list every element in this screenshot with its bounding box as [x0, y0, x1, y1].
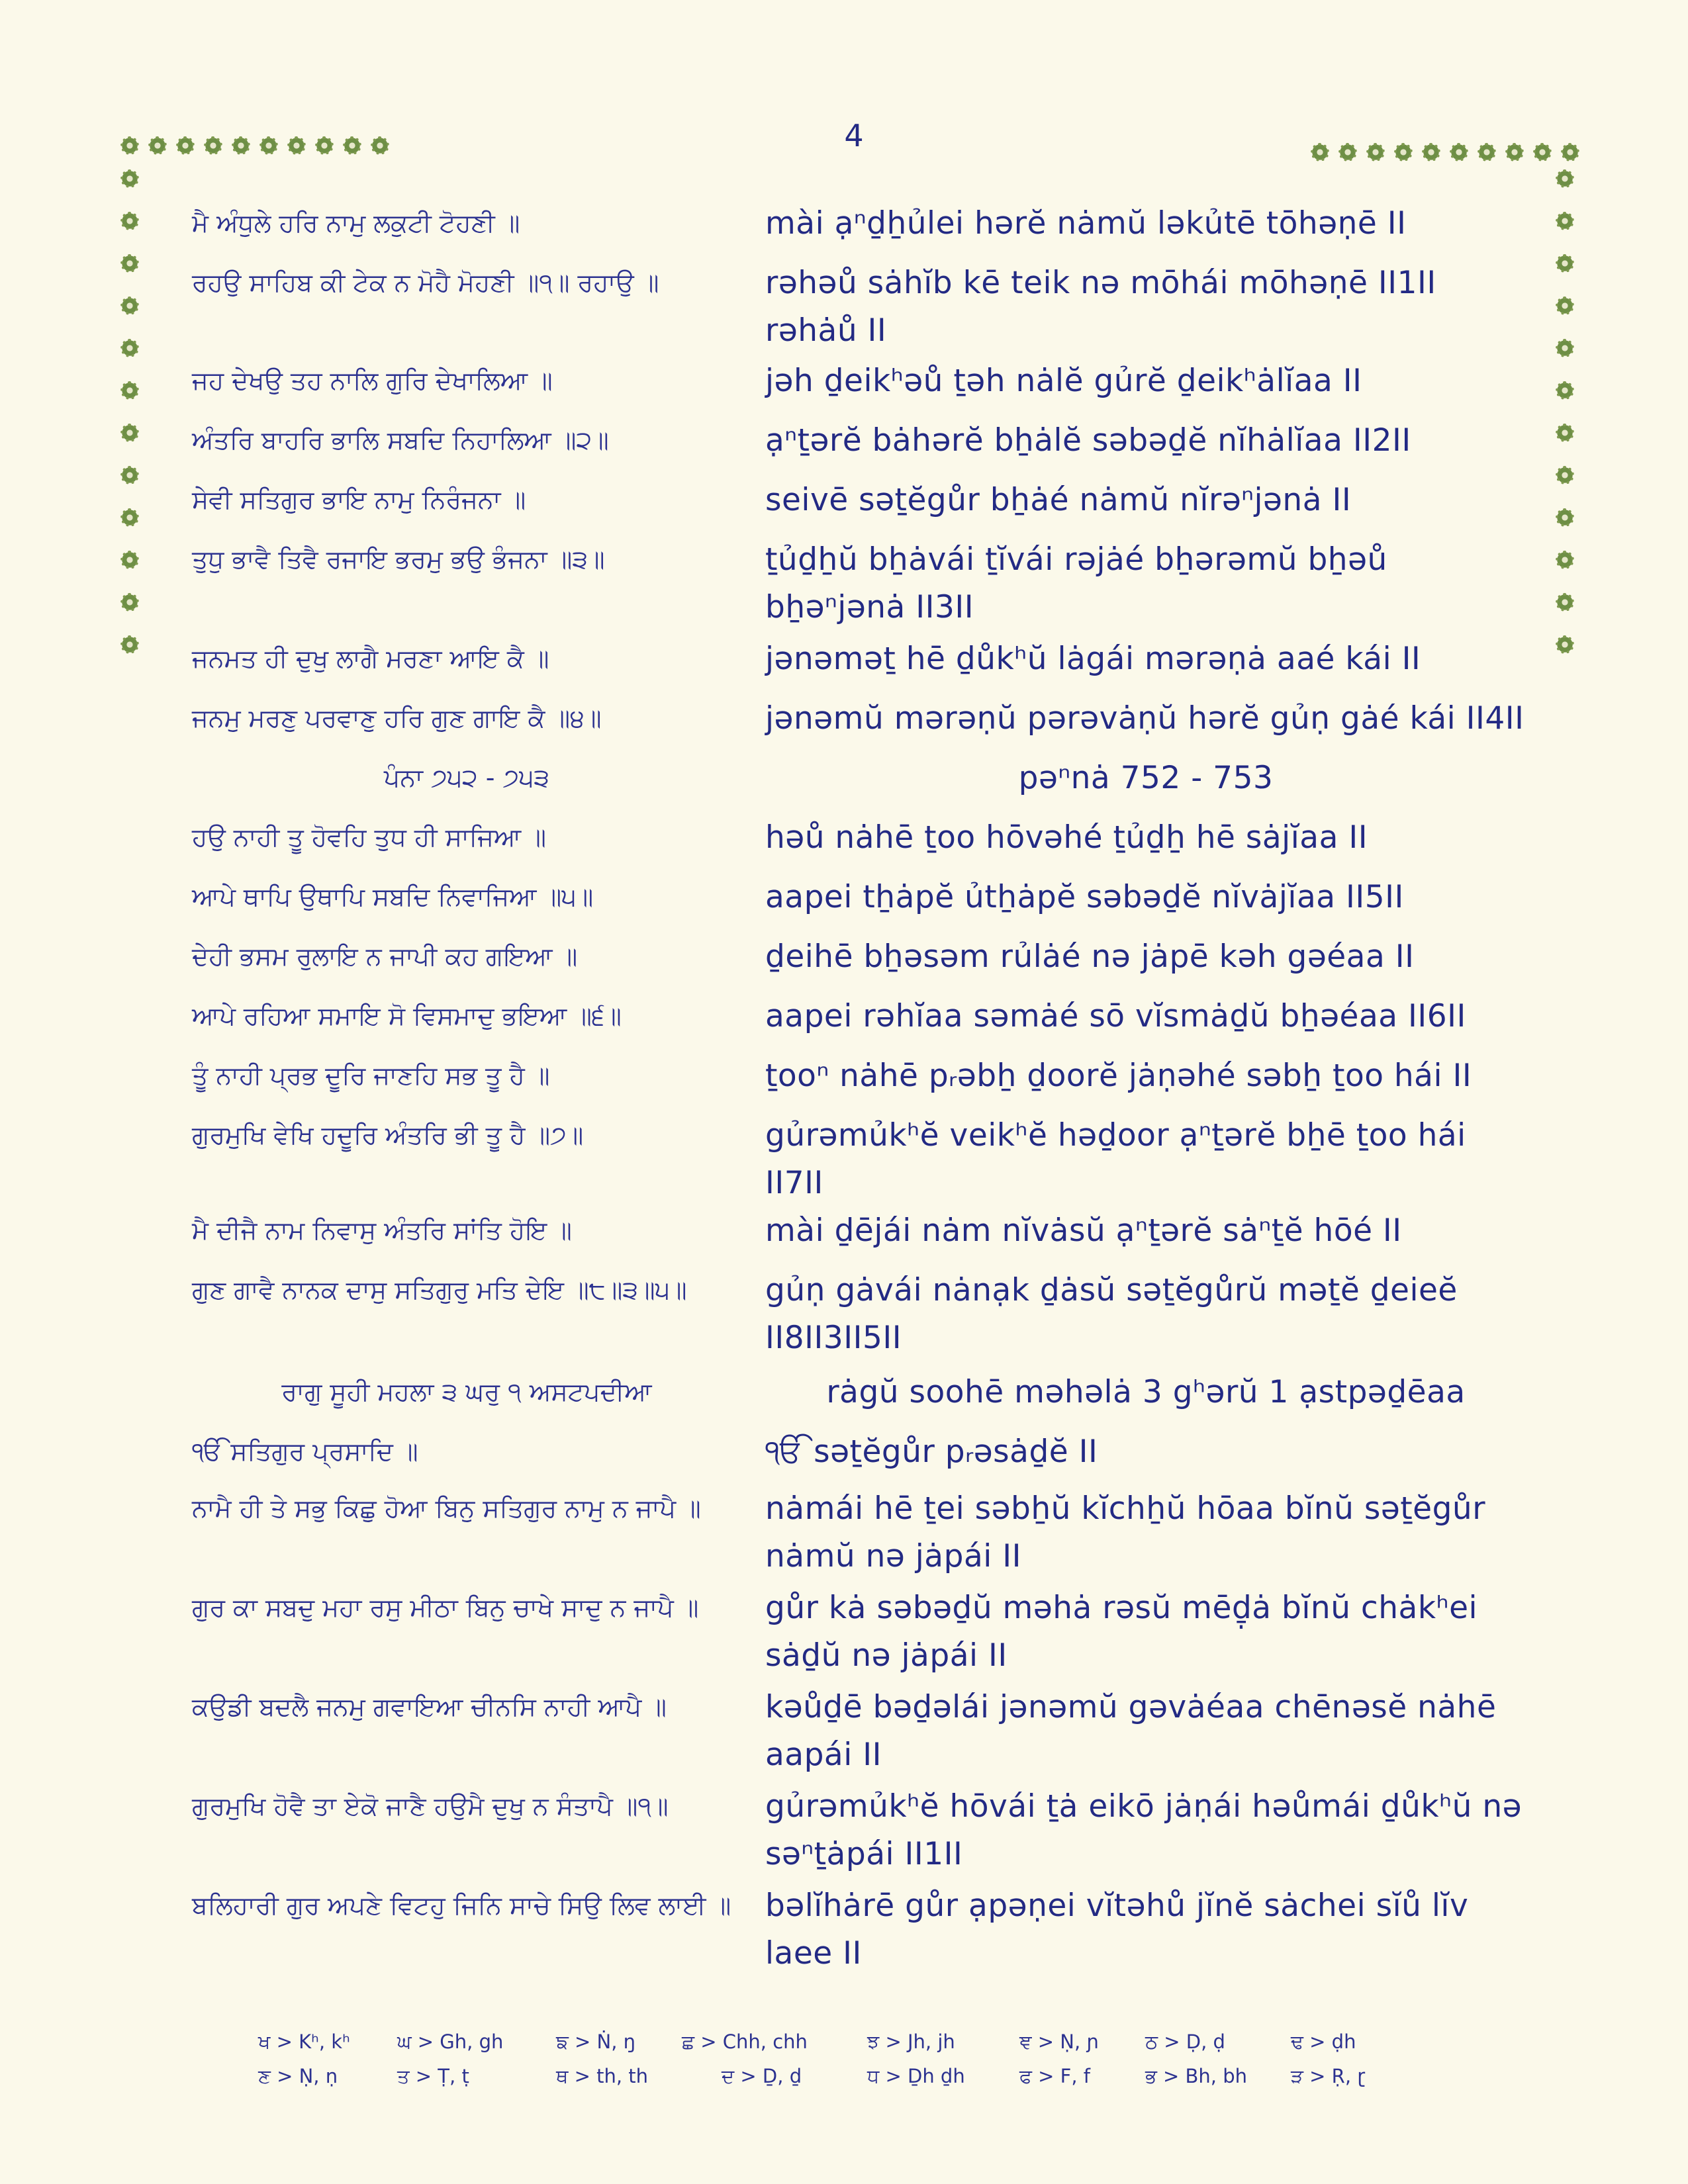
flower-icon: [315, 136, 334, 155]
flower-icon: [1556, 381, 1574, 400]
gurmukhi-text: ਸੇਵੀ ਸਤਿਗੁਰ ਭਾਇ ਨਾਮੁ ਨਿਰੰਜਨਾ ॥: [192, 485, 526, 514]
flower-icon: [120, 212, 139, 230]
gurmukhi-text: ਤੂੰ ਨਾਹੀ ਪ੍ਰਭ ਦੂਰਿ ਜਾਣਹਿ ਸਭ ਤੂ ਹੈ ॥: [192, 1061, 550, 1090]
transliteration-page-range: pəⁿnȧ 752 - 753: [1018, 760, 1274, 796]
gurmukhi-text: ਜਨਮਤ ਹੀ ਦੁਖੁ ਲਾਗੈ ਮਰਣਾ ਆਇ ਕੈ ॥: [192, 644, 549, 673]
flower-icon: [1556, 169, 1574, 188]
transliteration-text: aapei tẖȧpĕ ủtẖȧpĕ səbəḏĕ nĭvȧjĭaa II5II: [765, 879, 1404, 915]
flower-icon: [148, 136, 167, 155]
gurmukhi-text: ਗੁਰ ਕਾ ਸਬਦੁ ਮਹਾ ਰਸੁ ਮੀਠਾ ਬਿਨੁ ਚਾਖੇ ਸਾਦੁ ਨ ਜਾਪੈ ॥: [192, 1593, 699, 1622]
flower-icon: [1422, 143, 1440, 161]
gurmukhi-text: ਆਪੇ ਥਾਪਿ ਉਥਾਪਿ ਸਬਦਿ ਨਿਵਾਜਿਆ ॥੫॥: [192, 882, 594, 911]
transliteration-text: jəh ḏeikʰəů ṯəh nȧlĕ gủrĕ ḏeikʰȧlĭaa II: [765, 363, 1362, 399]
legend-item: ੜ > Ṛ, ɽ: [1291, 2065, 1366, 2087]
gurmukhi-text: ਨਾਮੈ ਹੀ ਤੇ ਸਭੁ ਕਿਛੁ ਹੋਆ ਬਿਨੁ ਸਤਿਗੁਰ ਨਾਮੁ ਨ ਜਾਪੈ ॥: [192, 1494, 701, 1523]
flower-icon: [1556, 551, 1574, 569]
transliteration-text: bəlĭhȧrē gůr ạpəṇei vĭtəhů jĭnĕ sȧchei sĭů lĭv laee II: [765, 1888, 1469, 1972]
gurmukhi-text: ਜਹ ਦੇਖਉ ਤਹ ਨਾਲਿ ਗੁਰਿ ਦੇਖਾਲਿਆ ॥: [192, 366, 553, 395]
legend-item: ਧ > Ḏh ḏh: [867, 2065, 965, 2087]
flower-icon: [120, 635, 139, 654]
transliteration-text: rəhəů sȧhĭb kē teik nə mōhái mōhəṇē II1II rəhȧů II: [765, 265, 1436, 349]
legend-item: ਢ > ḍh: [1291, 2030, 1356, 2053]
flower-icon: [120, 508, 139, 527]
flower-icon: [1556, 424, 1574, 442]
gurmukhi-text: ਮੈ ਅੰਧੁਲੇ ਹਰਿ ਨਾਮੁ ਲਕੁਟੀ ਟੋਹਣੀ ॥: [192, 208, 520, 238]
legend-item: ਘ > Gh, gh: [397, 2030, 504, 2053]
legend-item: ਖ > Kʰ, kʰ: [258, 2030, 350, 2053]
transliteration-text: jənəmŭ mərəṇŭ pərəvȧṇŭ hərĕ gủṇ gȧé kái II4II: [765, 700, 1524, 737]
flower-icon: [1556, 212, 1574, 230]
legend-item: ਙ > Ṅ, ŋ: [556, 2030, 636, 2053]
transliteration-legend: [258, 2030, 1450, 2099]
transliteration-text: ੴ səṯĕgůr pᵣəsȧḏĕ II: [765, 1433, 1098, 1470]
gurmukhi-text: ਗੁਣ ਗਾਵੈ ਨਾਨਕ ਦਾਸੁ ਸਤਿਗੁਰੁ ਮਤਿ ਦੇਇ ॥੮॥੩॥੫॥: [192, 1275, 687, 1304]
flower-icon: [1505, 143, 1524, 161]
flower-icon: [1533, 143, 1552, 161]
flower-icon: [1338, 143, 1357, 161]
transliteration-text: gủṇ gȧvái nȧnạk ḏȧsŭ səṯĕgůrŭ məṯĕ ḏeieĕ II8II3II5II: [765, 1272, 1458, 1356]
transliteration-text: ḏeihē bẖəsəm rủlȧé nə jȧpē kəh gəéaa II: [765, 938, 1415, 975]
transliteration-text: aapei rəhĭaa səmȧé sō vĭsmȧḏŭ bẖəéaa II6II: [765, 998, 1466, 1034]
flower-icon: [1394, 143, 1413, 161]
transliteration-text: ṯooⁿ nȧhē pᵣəbẖ ḏoorĕ jȧṇəhé səbẖ ṯoo hái II: [765, 1058, 1472, 1094]
flower-icon: [204, 136, 222, 155]
flower-icon: [120, 466, 139, 484]
transliteration-text: kəůḏē bəḏəlái jənəmŭ gəvȧéaa chēnəsĕ nȧhē aapái II: [765, 1689, 1497, 1773]
flower-icon: [232, 136, 250, 155]
legend-item: ਞ > Ṇ, ɲ: [1019, 2030, 1100, 2053]
flower-icon: [1477, 143, 1496, 161]
gurmukhi-text: ਆਪੇ ਰਹਿਆ ਸਮਾਇ ਸੋ ਵਿਸਮਾਦੁ ਭਇਆ ॥੬॥: [192, 1001, 622, 1030]
transliteration-text: seivē səṯĕgůr bẖȧé nȧmŭ nĭrəⁿjənȧ II: [765, 482, 1352, 518]
legend-item: ਣ > Ṇ, ṇ: [258, 2065, 338, 2087]
legend-item: ਝ > Jh, jh: [867, 2030, 955, 2053]
flower-icon: [120, 593, 139, 612]
transliteration-text: ṯủḏẖŭ bẖȧvái ṯĭvái rəjȧé bẖərəmŭ bẖəů bẖəⁿjənȧ II3II: [765, 541, 1387, 625]
transliteration-text: gủrəmủkʰĕ hōvái ṯȧ eikō jȧṇái həůmái ḏůkʰŭ nə səⁿṯȧpái II1II: [765, 1788, 1523, 1872]
legend-row: [258, 2065, 1450, 2099]
legend-item: ਦ > Ḏ, ḏ: [722, 2065, 802, 2087]
flower-icon: [371, 136, 389, 155]
transliteration-text: mài ḏējái nȧm nĭvȧsŭ ạⁿṯərĕ sȧⁿṯĕ hōé II: [765, 1212, 1402, 1249]
flower-icon: [1366, 143, 1385, 161]
gurmukhi-text: ਹਉ ਨਾਹੀ ਤੂ ਹੋਵਹਿ ਤੁਧ ਹੀ ਸਾਜਿਆ ॥: [192, 823, 546, 852]
page-number: 4: [844, 118, 864, 154]
gurmukhi-text: ਮੈ ਦੀਜੈ ਨਾਮ ਨਿਵਾਸੁ ਅੰਤਰਿ ਸਾਂਤਿ ਹੋਇ ॥: [192, 1216, 572, 1245]
legend-item: ਥ > th, th: [556, 2065, 649, 2087]
flower-icon: [1556, 508, 1574, 527]
flower-icon: [120, 254, 139, 273]
flower-icon: [1556, 254, 1574, 273]
flower-icon: [120, 339, 139, 357]
gurmukhi-raag-heading: ਰਾਗੁ ਸੂਹੀ ਮਹਲਾ ੩ ਘਰੁ ੧ ਅਸਟਪਦੀਆ: [281, 1377, 652, 1406]
gurmukhi-text: ੴ ਸਤਿਗੁਰ ਪ੍ਰਸਾਦਿ ॥: [192, 1437, 418, 1466]
transliteration-text: mài ạⁿḏẖủlei hərĕ nȧmŭ ləkủtē tōhəṇē II: [765, 205, 1407, 242]
flower-icon: [1311, 143, 1329, 161]
transliteration-text: nȧmái hē ṯei səbẖŭ kĭchẖŭ hōaa bĭnŭ səṯĕgůr nȧmŭ nə jȧpái II: [765, 1490, 1486, 1574]
gurmukhi-text: ਰਹਉ ਸਾਹਿਬ ਕੀ ਟੇਕ ਨ ਮੋਹੈ ਮੋਹਣੀ ॥੧॥ ਰਹਾਉ ॥: [192, 268, 659, 297]
transliteration-text: həů nȧhē ṯoo hōvəhé ṯủḏẖ hē sȧjĭaa II: [765, 819, 1368, 856]
legend-item: ਛ > Chh, chh: [682, 2030, 808, 2053]
gurmukhi-text: ਕਉਡੀ ਬਦਲੈ ਜਨਮੁ ਗਵਾਇਆ ਚੀਨਸਿ ਨਾਹੀ ਆਪੈ ॥: [192, 1692, 667, 1721]
flower-icon: [1556, 593, 1574, 612]
transliteration-text: gůr kȧ səbəḏŭ məhȧ rəsŭ mēḏ̣ȧ bĭnŭ chȧkʰei sȧḏŭ nə jȧpái II: [765, 1590, 1478, 1674]
flower-icon: [120, 424, 139, 442]
gurmukhi-text: ਬਲਿਹਾਰੀ ਗੁਰ ਅਪਣੇ ਵਿਟਹੁ ਜਿਨਿ ਸਾਚੇ ਸਿਉ ਲਿਵ ਲਾਈ ॥: [192, 1891, 731, 1920]
legend-item: ਫ > F, f: [1019, 2065, 1090, 2087]
gurmukhi-page-range: ਪੰਨਾ ੭੫੨ - ੭੫੩: [383, 763, 550, 792]
flower-icon: [1556, 466, 1574, 484]
flower-icon: [120, 381, 139, 400]
gurmukhi-text: ਅੰਤਰਿ ਬਾਹਰਿ ਭਾਲਿ ਸਬਦਿ ਨਿਹਾਲਿਆ ॥੨॥: [192, 426, 609, 455]
flower-icon: [120, 296, 139, 315]
legend-row: [258, 2030, 1450, 2065]
flower-icon: [176, 136, 195, 155]
transliteration-raag-heading: rȧgŭ soohē məhəlȧ 3 gʰərŭ 1 ạstpəḏēaa: [826, 1374, 1466, 1410]
gurmukhi-text: ਗੁਰਮੁਖਿ ਹੋਵੈ ਤਾ ਏਕੋ ਜਾਣੈ ਹਉਮੈ ਦੁਖੁ ਨ ਸੰਤਾਪੈ ॥੧॥: [192, 1792, 669, 1821]
flower-icon: [343, 136, 361, 155]
transliteration-text: ạⁿṯərĕ bȧhərĕ bẖȧlĕ səbəḏĕ nĭhȧlĭaa II2II: [765, 422, 1411, 459]
legend-item: ਭ > Bh, bh: [1145, 2065, 1248, 2087]
flower-icon: [259, 136, 278, 155]
transliteration-text: gủrəmủkʰĕ veikʰĕ həḏoor ạⁿṯərĕ bẖē ṯoo hái II7II: [765, 1117, 1466, 1201]
legend-item: ਠ > Ḍ, ḍ: [1145, 2030, 1225, 2053]
gurmukhi-text: ਦੇਹੀ ਭਸਮ ਰੁਲਾਇ ਨ ਜਾਪੀ ਕਹ ਗਇਆ ॥: [192, 942, 578, 971]
flower-icon: [120, 551, 139, 569]
gurmukhi-text: ਜਨਮੁ ਮਰਣੁ ਪਰਵਾਣੁ ਹਰਿ ਗੁਣ ਗਾਇ ਕੈ ॥੪॥: [192, 704, 602, 733]
transliteration-text: jənəməṯ hē ḏůkʰŭ lȧgái mərəṇȧ aaé kái II: [765, 641, 1421, 677]
flower-icon: [120, 136, 139, 155]
flower-icon: [1556, 296, 1574, 315]
flower-icon: [1561, 143, 1579, 161]
gurmukhi-text: ਤੁਧੁ ਭਾਵੈ ਤਿਵੈ ਰਜਾਇ ਭਰਮੁ ਭਉ ਭੰਜਨਾ ॥੩॥: [192, 545, 605, 574]
gurmukhi-text: ਗੁਰਮੁਖਿ ਵੇਖਿ ਹਦੂਰਿ ਅੰਤਰਿ ਭੀ ਤੂ ਹੈ ॥੭॥: [192, 1120, 584, 1150]
flower-icon: [1556, 635, 1574, 654]
flower-icon: [287, 136, 306, 155]
flower-icon: [120, 169, 139, 188]
flower-icon: [1556, 339, 1574, 357]
flower-icon: [1450, 143, 1468, 161]
legend-item: ਤ > Ṭ, ṭ: [397, 2065, 469, 2087]
